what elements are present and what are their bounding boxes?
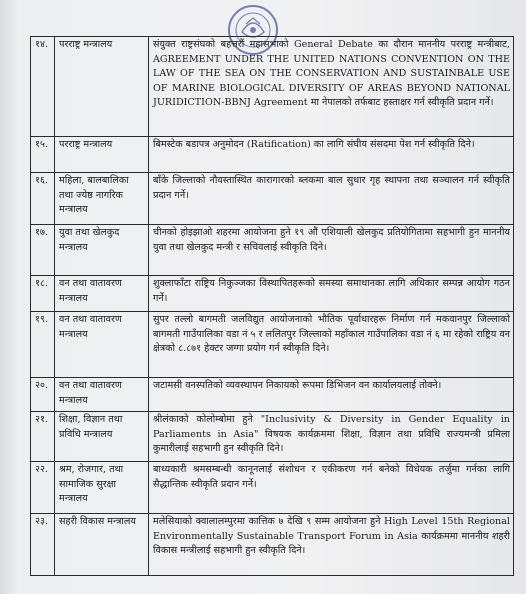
row-number: २०. — [31, 378, 55, 412]
row-number: १६. — [31, 173, 55, 225]
decision-text: बाँके जिल्लाको नौवस्तास्थित कारागारको ब्लकमा बाल सुधार गृह स्थापना तथा सञ्चालन गर्न स्वीकृति प्रदान गर्ने। — [149, 173, 514, 225]
decision-text: चीनको होइझाओ शहरमा आयोजना हुने १९ औं एशियाली खेलकुद प्रतियोगितामा सहभागी हुन माननीय युवा तथा खेलकुद मन्त्री र सचिवलाई स्वीकृति दिने। — [149, 225, 514, 276]
row-number: २१. — [31, 412, 55, 462]
decision-text: संयुक्त राष्ट्रसंघको बहत्तरौं महासभाको General Debate का दौरान माननीय परराष्ट्र मन्त्रीबाट, AGREEMENT UNDER THE UNITED NATIONS CONVENTION ON THE LAW OF THE SEA ON THE CONSERVATION AND SUSTAINBALE USE OF MARINE BIOLOGICAL DIVERSITY OF AREAS BEYOND NATIONAL JURIDICTION-BBNJ Agreement मा नेपालको तर्फबाट हस्ताक्षर गर्न स्वीकृति प्रदान गर्ने। — [149, 37, 514, 137]
decision-text: सुपर तल्लो बागमती जलविद्युत आयोजनाको भौतिक पूर्वाधारहरू निर्माण गर्न मकवानपुर जिल्लाको बागमती गाउँपालिका वडा नं ५ र ललितपुर जिल्लाको महाँकाल गाउँपालिका वडा नं ६ मा रहेको राष्ट्रिय वन क्षेत्रको ८.८७१ हेक्टर जग्गा प्रयोग गर्न स्वीकृति दिने। — [149, 312, 514, 378]
decision-text: श्रीलंकाको कोलोम्बोमा हुने "Inclusivity & Diversity in Gender Equality in Parliaments in Asia" विषयक कार्यक्रममा शिक्षा, विज्ञान तथा प्रविधि राज्यमन्त्री प्रमिला कुमारीलाई सहभागी हुन स्वीकृति दिने। — [149, 412, 514, 462]
table-row — [31, 412, 514, 462]
table-row — [31, 462, 514, 514]
table-row — [31, 225, 514, 276]
decision-text: जटामसी वनस्पतिको व्यवस्थापन निकायको रूपमा डिभिजन वन कार्यालयलाई तोक्ने। — [149, 378, 514, 412]
table-row — [31, 312, 514, 378]
row-number: २३. — [31, 514, 55, 576]
decision-text: शुक्लाफाँटा राष्ट्रिय निकुञ्जका विस्थापितहरूको समस्या समाधानका लागि अधिकार सम्पन्न आयोग गठन गर्ने। — [149, 276, 514, 312]
row-number: १७. — [31, 225, 55, 276]
table-row — [31, 276, 514, 312]
row-number: १८. — [31, 276, 55, 312]
row-number: १९. — [31, 312, 55, 378]
table-row — [31, 137, 514, 173]
ministry-cell: सहरी विकास मन्त्रालय — [55, 514, 149, 576]
decision-text: मलेसियाको क्वालालम्पुरमा कात्तिक ७ देखि ९ सम्म आयोजना हुने High Level 15th Regional Environmentally Sustainable Transport Forum in Asia कार्यक्रममा माननीय शहरी विकास मन्त्रीलाई सहभागी हुन स्वीकृति दिने। — [149, 514, 514, 576]
table-row — [31, 37, 514, 137]
ministry-cell: वन तथा वातावरण मन्त्रालय — [55, 276, 149, 312]
ministry-cell: महिला, बालबालिका तथा ज्येष्ठ नागरिक मन्त्रालय — [55, 173, 149, 225]
ministry-cell: श्रम, रोजगार, तथा सामाजिक सुरक्षा मन्त्रालय — [55, 462, 149, 514]
ministry-cell: वन तथा वातावरण मन्त्रालय — [55, 312, 149, 378]
row-number: १५. — [31, 137, 55, 173]
row-number: १४. — [31, 37, 55, 137]
decision-text: बाध्यकारी श्रमसम्बन्धी कानूनलाई संशोधन र एकीकरण गर्न बनेको विधेयक तर्जुमा गर्नका लागि सैद्धान्तिक स्वीकृति प्रदान गर्ने। — [149, 462, 514, 514]
ministry-cell: युवा तथा खेलकुद मन्त्रालय — [55, 225, 149, 276]
ministry-cell: परराष्ट्र मन्त्रालय — [55, 137, 149, 173]
table-row — [31, 514, 514, 576]
decision-text: बिमस्टेक बडापत्र अनुमोदन (Ratification) का लागि संघीय संसदमा पेश गर्न स्वीकृति दिने। — [149, 137, 514, 173]
decisions-table — [30, 36, 514, 576]
table-row — [31, 378, 514, 412]
ministry-cell: परराष्ट्र मन्त्रालय — [55, 37, 149, 137]
ministry-cell: शिक्षा, विज्ञान तथा प्रविधि मन्त्रालय — [55, 412, 149, 462]
row-number: २२. — [31, 462, 55, 514]
table-row — [31, 173, 514, 225]
ministry-cell: वन तथा वातावरण मन्त्रालय — [55, 378, 149, 412]
